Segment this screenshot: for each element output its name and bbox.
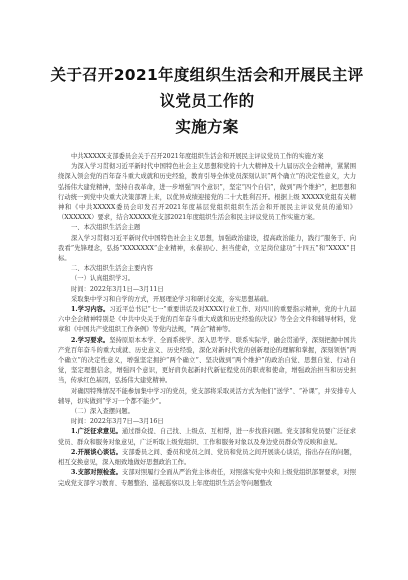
section-heading-content: 二、本次组织生活会主要内容 xyxy=(71,265,153,273)
study-content-text: 习近平总书记“七一”重要讲话及对XXXX行业工作、对四川的重要指示精神，党的十九届六中全会精神特别是《中共中央关于党的百年奋斗重大成就和历史经验的决议》等全会文件和辅导材料，党章和《中国共产党组织工作条例》等党内法规，“两会”精神等。 xyxy=(58,306,357,334)
theme-paragraph: 深入学习贯彻习近平新时代中国特色社会主义思想，加强政治建设，提高政治能力，践行“服务于、向我看”先锋理念，弘扬“XXXXXXX”企业精神，永葆初心、担当使命，立足岗位建功“十四五”和“XXXX”目标。 xyxy=(58,234,356,263)
makeup-study-paragraph: 对确因特殊情况不能参加集中学习的党员，党支部将采取灵活方式为他们“送学”、“补课”，并安排专人辅导，切实做到“学习一个都不能少”。 xyxy=(58,387,356,405)
section-heading-theme: 一、本次组织生活会主题 xyxy=(71,224,141,232)
talks-paragraph xyxy=(58,448,356,468)
opinions-paragraph xyxy=(58,427,356,447)
subsection-heading-study: （一）认真组织学习。 xyxy=(71,275,134,283)
study-content-paragraph xyxy=(58,305,356,336)
subsection-heading-problems: （二）深入查摆问题。 xyxy=(71,408,134,416)
study-requirement-lead: 2.学习要求。 xyxy=(71,336,110,344)
study-requirement-text: 坚持原原本本学、全面系统学、深入思考学、联系实际学，融会贯通学，深刻把握中国共产党百年奋斗的重大成就、历史意义、历史经验，深化对新时代党的创新理论的理解和掌握，深刻领悟“两个确立”的决定性意义，增强坚定拥护“两个确立”、坚决做到“两个维护”的政治自觉、思想自觉、行动自觉，坚定理想信念，增强四个意识，更好肩负起新时代新征程党员的职责和使命，增强政治担当和历史担当，传承红色基因，弘扬伟大建党精神。 xyxy=(58,336,357,385)
doc-subtitle-paragraph: 中共XXXXX支部委员会关于召开2021年度组织生活会和开展民主评议党员工作的实施方案 xyxy=(71,153,324,160)
talks-lead: 2.开展谈心谈话。 xyxy=(71,448,122,456)
study-method-paragraph: 采取集中学习和自学的方式，开展理论学习和研讨交流，夯实思想基础。 xyxy=(71,295,273,303)
study-content-lead: 1.学习内容。 xyxy=(71,306,110,314)
title-line-2: 实施方案 xyxy=(175,118,239,136)
document-title xyxy=(50,62,364,140)
opinions-lead: 1.广泛征求意见。 xyxy=(71,428,122,436)
talks-text: 支部委员之间、委员和党员之间、党员和党员之间开展谈心谈话，指出存在的问题，相互交换意见，深入细致地做好思想政治工作。 xyxy=(58,448,357,467)
branch-check-text: 支部对照履行全面从严治党主体责任，对照落实党中央和上级党组织部署要求，对照完成党支部学习教育、专题整治、巡视巡察以及上年度组织生活会等问题整改 xyxy=(58,469,357,487)
problems-time: 时间：2022年3月7日—3月16日 xyxy=(71,418,164,426)
document-body xyxy=(58,152,356,489)
title-line-1: 关于召开2021年度组织生活会和开展民主评议党员工作的 xyxy=(50,66,364,110)
branch-check-lead: 3.支部对照检查。 xyxy=(71,469,122,477)
study-requirement-paragraph xyxy=(58,336,356,387)
branch-check-paragraph xyxy=(58,468,356,488)
study-time: 时间：2022年3月1日—3月11日 xyxy=(71,285,164,293)
opinions-text: 通过群众提、自己找、上级点、互相帮，进一步找准问题。党支部和党员要广泛征求党员、群众和服务对象意见，广泛听取上级党组织、工作和服务对象以及身边党员群众等反映和意见。 xyxy=(58,428,357,446)
intro-paragraph: 为深入学习贯彻习近平新时代中国特色社会主义思想和党的十九大精神及十九届历次全会精神，紧紧围绕深入领会党的百年奋斗重大成就和历史经验，教育引导全体党员深刻认识“两个确立”的决定性意义，大力弘扬伟大建党精神，坚持自我革命，进一步增强“四个意识”，坚定“四个自信”，做到“两个维护”，把思想和行动统一到党中央重大决策部署上来，以优异成绩迎接党的二十大胜利召开。根据上级 XXXXX党组有关精神和《中共XXXXX委员会印发召开2021年度基层党组织组织生活会和开展民主评议党员的通知》（XXXXXX）要求，结合XXXXX党支部2021年度组织生活会和民主评议党员工作实施方案。 xyxy=(58,163,356,222)
